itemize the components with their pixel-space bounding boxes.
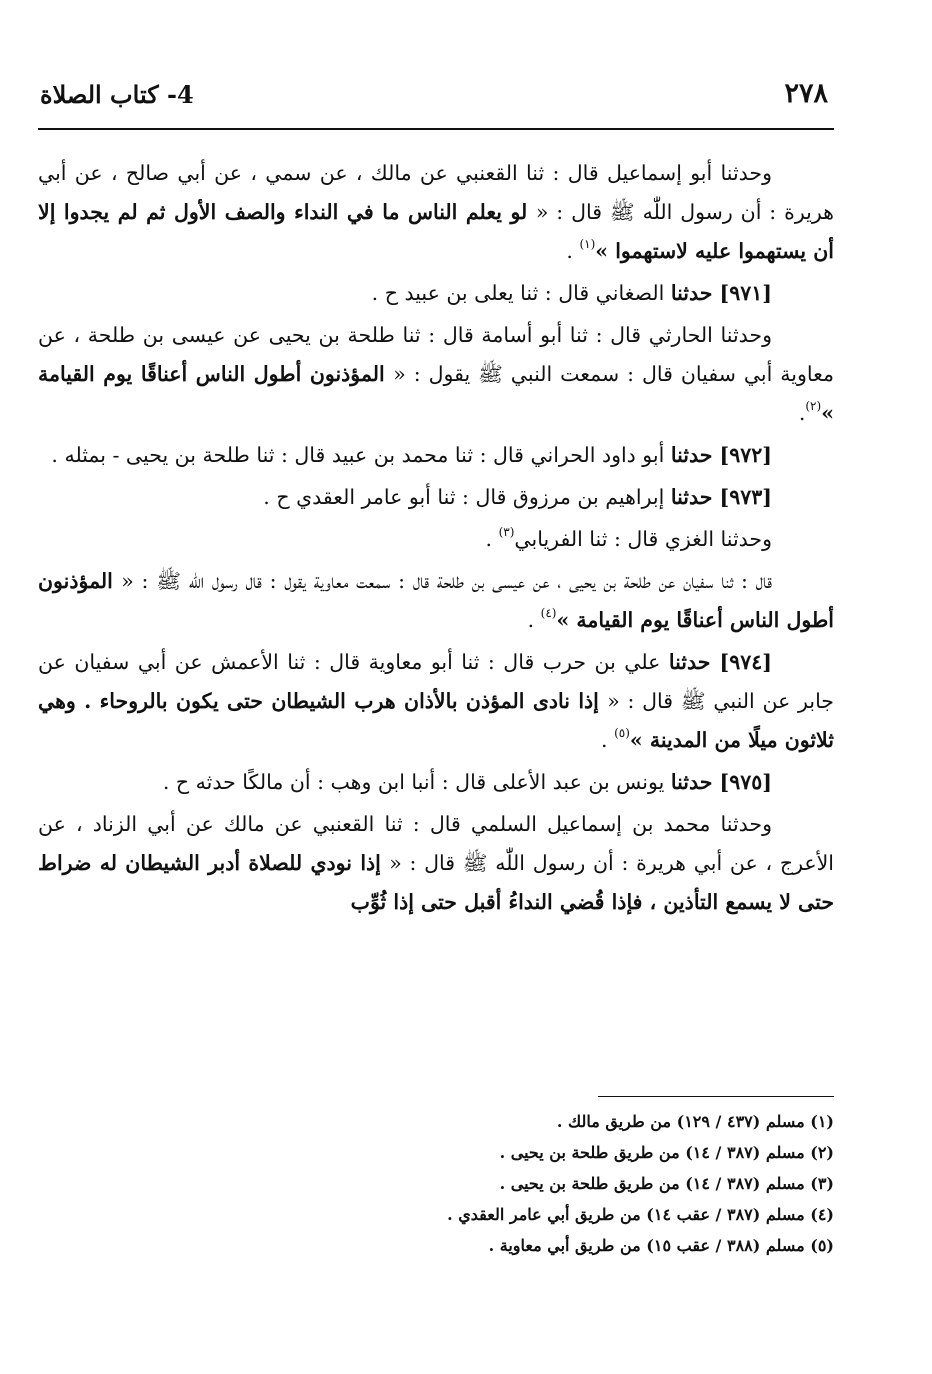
paragraph-tail: . <box>601 728 615 752</box>
hadith-matn: إذا نودي للصلاة أدبر الشيطان له ضراط حتى لا يسمع التأذين ، فإذا قُضي النداءُ أقبل حتى إذا ثُوِّب <box>38 851 834 914</box>
paragraph-text: يونس بن عبد الأعلى قال : أنبا ابن وهب : أن مالكًا حدثه ح . <box>162 770 671 794</box>
page-header <box>38 70 834 120</box>
paragraph-text: الصغاني قال : ثنا يعلى بن عبيد ح . <box>371 281 671 305</box>
paragraph-text: علي بن حرب قال : ثنا أبو معاوية قال : ثنا الأعمش عن أبي سفيان عن جابر عن النبي ﷺ قال : « <box>38 650 834 713</box>
hadith-paragraph <box>38 274 834 313</box>
paragraph-text: وحدثنا الغزي قال : ثنا الفريابي <box>514 527 772 551</box>
paragraph-text: وحدثنا الحارثي قال : ثنا أبو أسامة قال : ثنا طلحة بن يحيى عن عيسى بن طلحة ، عن معاوية أبي سفيان قال : سمعت النبي ﷺ يقول : « <box>38 323 834 386</box>
footnote-ref: (٤) <box>540 606 557 621</box>
book-page <box>38 70 834 1350</box>
hadith-matn: المؤذنون أطول الناس أعناقًا يوم القيامة » <box>38 362 834 425</box>
paragraph-text: وحدثنا أبو إسماعيل قال : ثنا القعنبي عن مالك ، عن سمي ، عن أبي صالح ، عن أبي هريرة : أن رسول اللّٰه ﷺ قال : « <box>38 161 834 224</box>
footnote-separator <box>598 1096 834 1097</box>
hadith-paragraph <box>38 436 834 475</box>
page-number: ٢٧٨ <box>784 78 828 109</box>
footnote: (٣) مسلم (٣٨٧ / ١٤) من طريق طلحة بن يحيى . <box>499 1174 834 1193</box>
footnote-ref: (٢) <box>805 399 822 414</box>
hadith-paragraph <box>38 478 834 517</box>
hadith-paragraph <box>38 520 834 559</box>
hadith-paragraph <box>38 154 834 271</box>
paragraph-text: أبو داود الحراني قال : ثنا محمد بن عبيد قال : ثنا طلحة بن يحيى - بمثله . <box>51 443 671 467</box>
hadith-number: [٩٧٤] حدثنا <box>668 650 772 674</box>
hadith-number: [٩٧٥] حدثنا <box>670 770 772 794</box>
footnote: (١) مسلم (٤٣٧ / ١٢٩) من طريق مالك . <box>556 1112 834 1131</box>
paragraph-tail: . <box>485 527 499 551</box>
footnote: (٤) مسلم (٣٨٧ / عقب ١٤) من طريق أبي عامر العقدي . <box>447 1205 834 1224</box>
paragraph-text: وحدثنا محمد بن إسماعيل السلمي قال : ثنا القعنبي عن مالك عن أبي الزناد ، عن الأعرج ، عن أبي هريرة : أن رسول اللّٰه ﷺ قال : « <box>38 812 834 875</box>
header-rule <box>38 128 834 130</box>
hadith-paragraph <box>38 805 834 922</box>
hadith-paragraph <box>38 562 834 640</box>
footnotes <box>38 1106 834 1261</box>
hadith-paragraph <box>38 316 834 433</box>
paragraph-text: قال : ثنا سفيان عن طلحة بن يحيى ، عن عيسى بن طلحة قال : سمعت معاوية يقول : قال رسول اللّٰه ﷺ : « <box>121 569 772 593</box>
hadith-matn: المؤذنون أطول الناس أعناقًا يوم القيامة » <box>38 569 834 632</box>
hadith-paragraph <box>38 763 834 802</box>
hadith-paragraph <box>38 643 834 760</box>
footnote-ref: (٥) <box>614 726 630 741</box>
paragraph-tail: . <box>527 608 541 632</box>
footnote-ref: (٣) <box>498 525 515 540</box>
footnote: (٢) مسلم (٣٨٧ / ١٤) من طريق طلحة بن يحيى . <box>499 1143 834 1162</box>
paragraph-tail: . <box>798 401 806 425</box>
footnote-ref: (١) <box>579 237 596 252</box>
running-head: 4- كتاب الصلاة <box>40 80 194 109</box>
paragraph-text: إبراهيم بن مرزوق قال : ثنا أبو عامر العقدي ح . <box>263 485 671 509</box>
hadith-number: [٩٧٢] حدثنا <box>670 443 772 467</box>
hadith-number: [٩٧١] حدثنا <box>670 281 772 305</box>
paragraph-tail: . <box>566 239 580 263</box>
hadith-matn: إذا نادى المؤذن بالأذان هرب الشيطان حتى يكون بالروحاء . وهي ثلاثون ميلًا من المدينة » <box>38 689 834 752</box>
hadith-matn: لو يعلم الناس ما في النداء والصف الأول ثم لم يجدوا إلا أن يستهموا عليه لاستهموا » <box>38 200 834 263</box>
main-text <box>38 154 834 925</box>
hadith-number: [٩٧٣] حدثنا <box>670 485 772 509</box>
footnote: (٥) مسلم (٣٨٨ / عقب ١٥) من طريق أبي معاوية . <box>488 1236 834 1255</box>
